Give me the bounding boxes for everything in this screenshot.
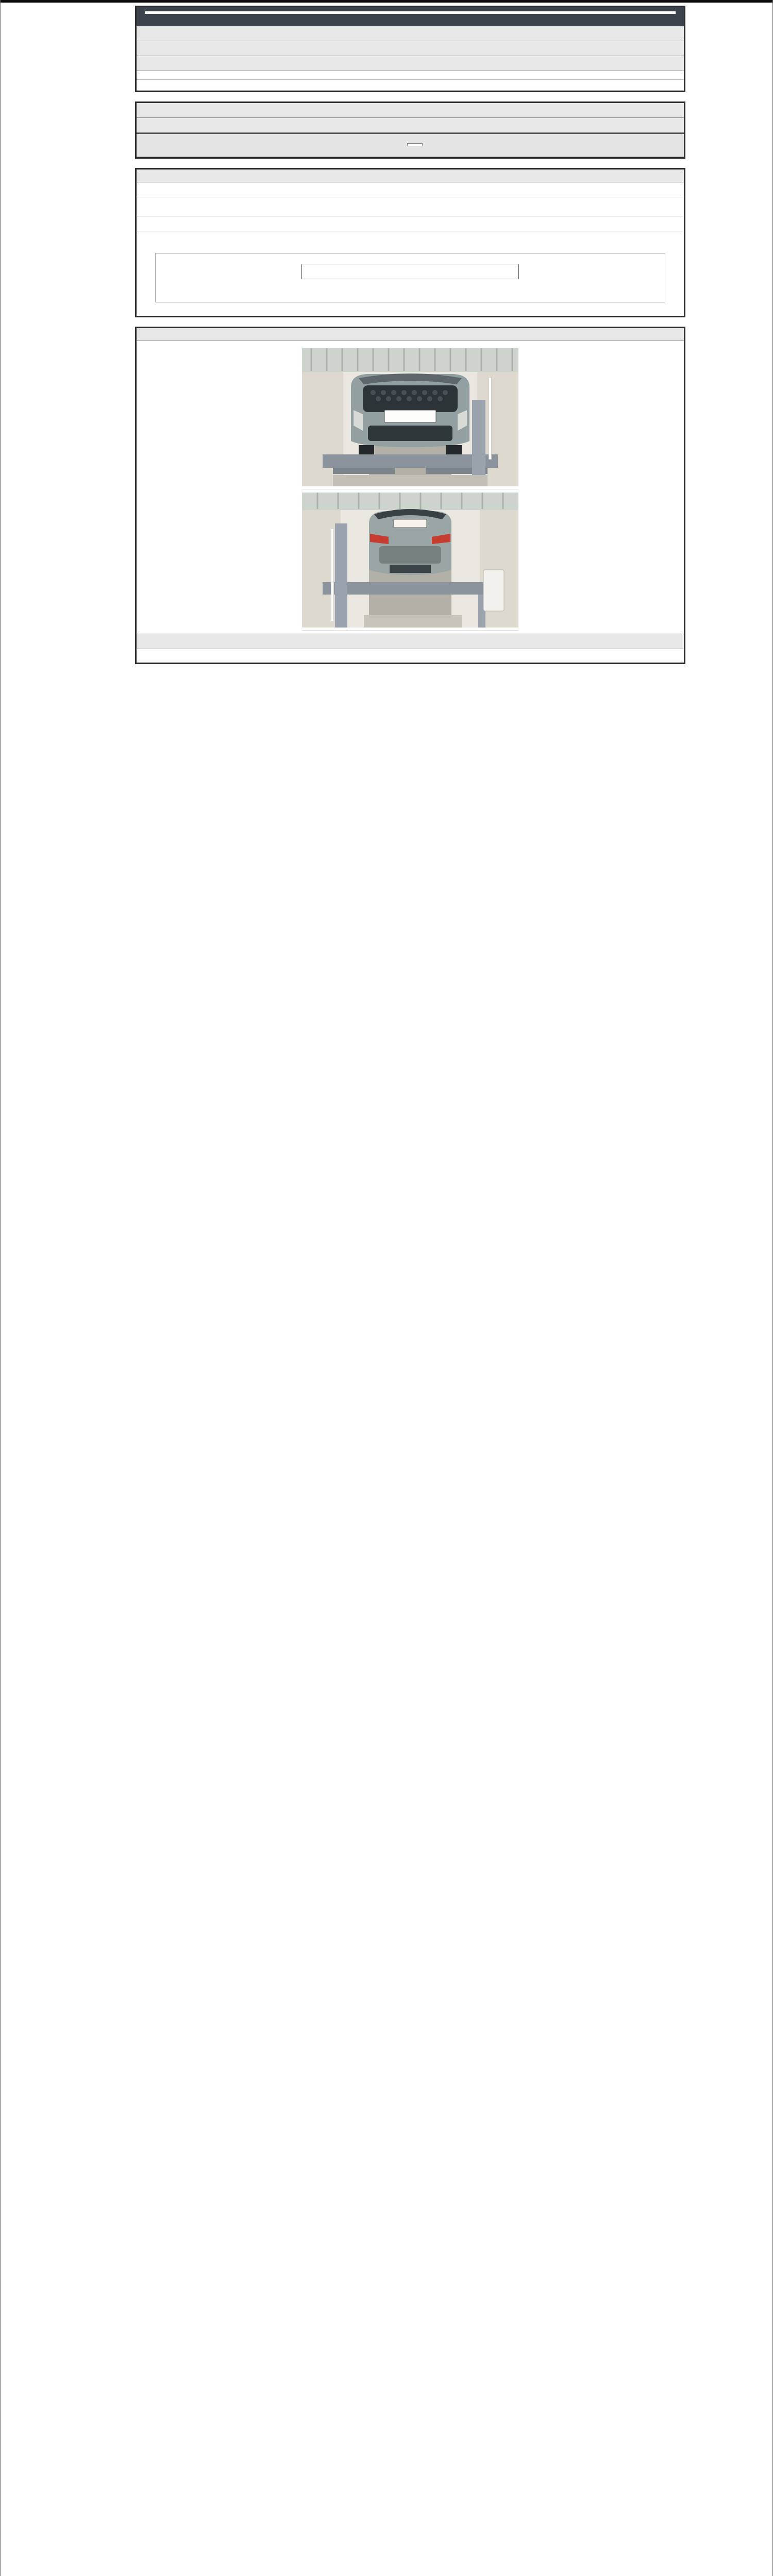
page-number-3 (135, 159, 685, 168)
document-header (137, 7, 684, 26)
comprehensive-header (137, 41, 684, 56)
inspection-photo-front (302, 348, 518, 489)
car-damage-diagrams (137, 80, 684, 91)
signature-section (137, 634, 684, 649)
photos-title (137, 328, 684, 341)
inspection-photo-rear (302, 493, 518, 631)
page-number-4 (135, 317, 685, 327)
accident-header (137, 56, 684, 71)
basic-info-header (137, 26, 684, 41)
accident-code-notes (137, 71, 684, 80)
page2-box (135, 101, 685, 159)
page4-box (135, 327, 685, 664)
notices-title (137, 170, 684, 182)
photo-rear-illustration (302, 493, 518, 628)
car-rear-illustration (369, 509, 451, 575)
photo-zone (137, 341, 684, 631)
price-survey-info-box (155, 253, 665, 302)
final-price-amount (407, 143, 423, 146)
price-survey-info-title (301, 264, 519, 279)
page1-box (135, 6, 685, 92)
notices-sectionB (137, 231, 684, 245)
association-banner-rear (331, 529, 334, 621)
notices-sectionB-header (137, 216, 684, 231)
final-price-bar (137, 133, 684, 157)
confirmation-statement (137, 649, 684, 663)
notices-main (137, 211, 684, 216)
header-rule (145, 11, 676, 14)
page3-box (135, 168, 685, 317)
photo-front-illustration (302, 348, 518, 486)
car-front-illustration (351, 374, 469, 456)
notices-sectionA-header (137, 182, 684, 197)
page-number-2 (135, 92, 685, 101)
association-banner-front (489, 377, 492, 460)
other-info-header (137, 118, 684, 133)
notices-sectionA (137, 197, 684, 211)
detail-header (137, 103, 684, 118)
